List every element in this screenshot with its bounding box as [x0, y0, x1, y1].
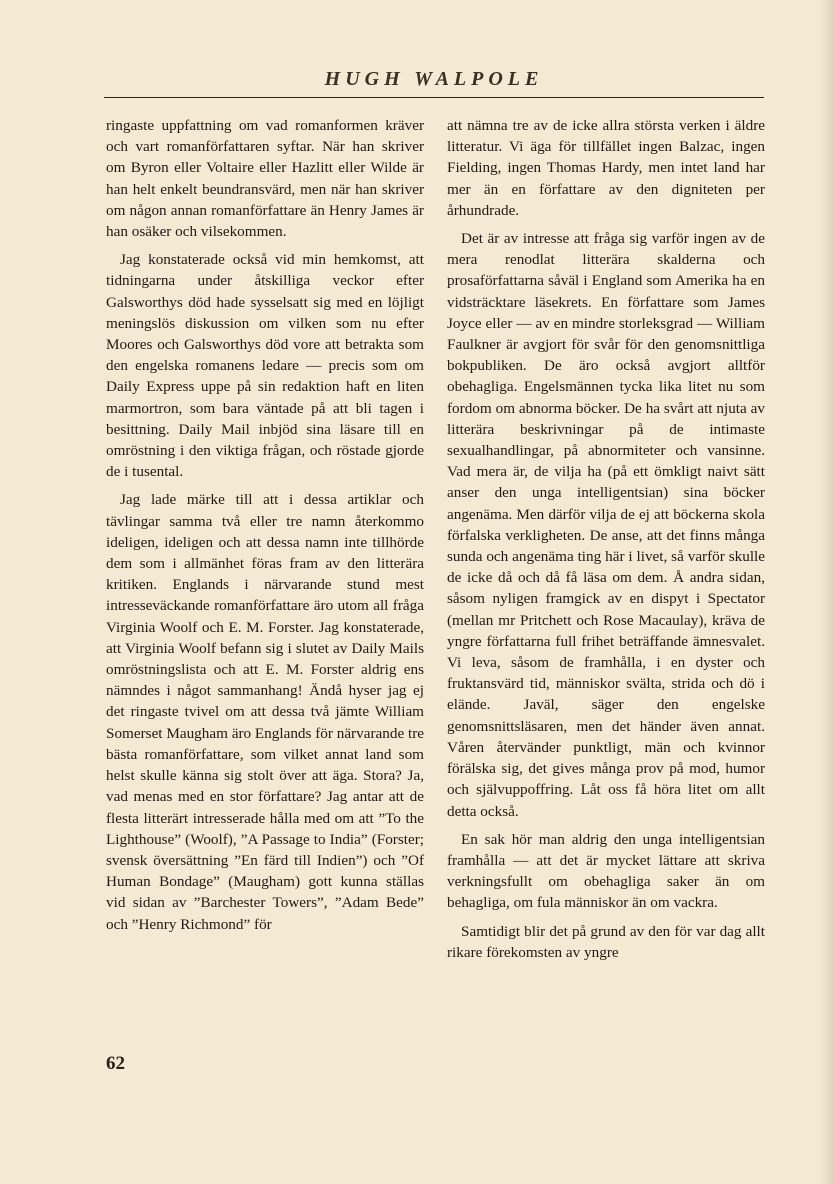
- running-head-title: HUGH WALPOLE: [324, 68, 544, 90]
- left-column: [106, 115, 424, 942]
- right-paragraph-2: Det är av intresse att fråga sig varför ingen av de mera renodlat litterära skalderna och prosaförfattarna såväl i England som Amerika ha en vidsträcktare läsekrets. En författare som James Joyce eller — av en mindre storleksgrad — William Faulkner är avgjort för svår för den genomsnittliga bokpubliken. De äro också avgjort alltför obehagliga. Engelsmännen tycka lika litet nu som fordom om abnorma böcker. De ha svårt att njuta av litterära beskrivningar på de intimaste sexualhandlingar, på abnormiteter och vansinne. Vad mera är, de vilja ha (på ett ömkligt naivt sätt anser den unga intelligentsian) sina böcker angenäma. Men därför vilja de ej att böckerna skola förfalska verkligheten. De anse, att det finns många sunda och angenäma ting här i livet, så varför skulle de icke då och då få läsa om dem. Å andra sidan, såsom nyligen framgick av en dispyt i Spectator (mellan mr Pritchett och Rose Macaulay), kräva de yngre författarna full frihet beträffande ämnesvalet. Vi leva, såsom de framhålla, i en dyster och fruktansvärd tid, människor svälta, strida och dö i elände. Javäl, säger den engelske genomsnittsläsaren, men det händer även annat. Våren återvänder punktligt, män och kvinnor förälska sig, det gives många prov på mod, humor och självuppoffring. Låt oss få höra litet om allt detta också.: [447, 230, 765, 820]
- right-column: [447, 115, 765, 970]
- page-edge-shadow: [820, 0, 834, 1184]
- right-paragraph-1: att nämna tre av de icke allra största verken i äldre litteratur. Vi äga för tillfället ingen Balzac, ingen Fielding, ingen Thomas Hardy, men intet land har mer än en författare av den digniteten per århundrade.: [447, 117, 765, 219]
- left-paragraph-2: Jag konstaterade också vid min hemkomst, att tidningarna under åtskilliga veckor efter Galsworthys död hade sysselsatt sig med en löjligt meningslös diskussion om vilken som nu efter Moores och Galsworthys död vore att betrakta som den engelska romanens ledare — precis som om Daily Express uppe på sin redaktion haft en liten marmortron, som bara väntade på att bli tagen i besittning. Daily Mail inbjöd sina läsare till en omröstning i den viktiga frågan, och röstade gjorde de i tusental.: [106, 251, 424, 481]
- right-paragraph-4: Samtidigt blir det på grund av den för var dag allt rikare förekomsten av yngre: [447, 922, 765, 961]
- header-rule: [104, 97, 764, 98]
- left-paragraph-3: Jag lade märke till att i dessa artiklar och tävlingar samma två eller tre namn återkommo ideligen, ideligen och att dessa namn inte tillhörde dem som i allmänhet föras fram av den litterära kritiken. Englands i närvarande stund mest intresseväckande romanförfattare äro utom all fråga Virginia Woolf och E. M. Forster. Jag konstaterade, att Virginia Woolf befann sig i slutet av Daily Mails omröstningslista och att E. M. Forster aldrig ens nämndes i något sammanhang! Ändå hyser jag ej det ringaste tvivel om att dessa två jämte William Somerset Maugham äro Englands för närvarande tre bästa romanförfattare, som vilket annat land som helst skulle känna sig stolt över att äga. Stora? Ja, vad menas med en stor författare? Jag antar att de flesta litterärt intresserade hålla med om att ”To the Lighthouse” (Woolf), ”A Passage to India” (Forster; svensk översättning ”En färd till Indien”) och ”Of Human Bondage” (Maugham) gott kunna ställas vid sidan av ”Barchester Towers”, ”Adam Bede” och ”Henry Richmond” för: [106, 491, 424, 933]
- left-paragraph-1: ringaste uppfattning om vad romanformen kräver och vart romanförfattaren syftar. När han skriver om Byron eller Voltaire eller Hazlitt eller Wilde är han helt enkelt beundransvärd, men när han skriver om någon annan romanförfattare än Henry James är han osäker och vilsekommen.: [106, 117, 424, 241]
- right-paragraph-3: En sak hör man aldrig den unga intelligentsian framhålla — att det är mycket lättare att skriva verkningsfullt om obehagliga saker än om behagliga, om fula människor än om vackra.: [447, 830, 765, 912]
- page-number: 62: [106, 1053, 125, 1074]
